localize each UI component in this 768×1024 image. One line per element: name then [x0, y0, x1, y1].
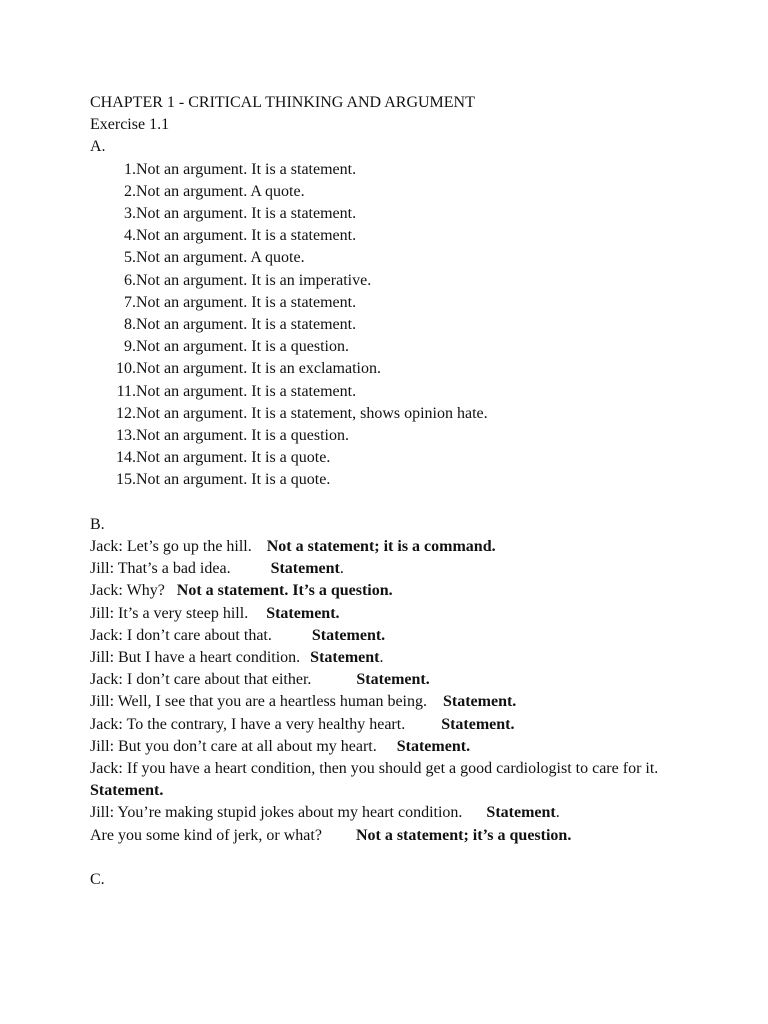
list-item-text: Not an argument. It is an exclamation.: [136, 360, 381, 378]
list-item: [90, 292, 730, 314]
verdict-label: Not a statement; it is a command.: [266, 538, 496, 556]
list-item-number: 4.: [124, 227, 136, 245]
dialogue-text: Jack: To the contrary, I have a very healthy heart.: [90, 715, 406, 733]
list-item: [90, 225, 730, 247]
exercise-heading: Exercise 1.1: [90, 116, 170, 134]
verdict-suffix: .: [555, 804, 560, 822]
list-item-number: 13.: [116, 427, 136, 445]
list-item: [90, 358, 730, 380]
list-item: [90, 314, 730, 336]
dialogue-line: [90, 647, 730, 669]
verdict-label: Statement.: [441, 715, 515, 733]
verdict-label: Not a statement. It’s a question.: [176, 582, 393, 600]
list-item-number: 1.: [124, 160, 136, 178]
document-body: [90, 92, 730, 891]
list-item-number: 11.: [116, 382, 136, 400]
list-item: [90, 203, 730, 225]
dialogue-line: [90, 758, 730, 780]
dialogue-line: [90, 736, 730, 758]
list-item-text: Not an argument. It is an imperative.: [136, 271, 372, 289]
list-item-number: 5.: [124, 249, 136, 267]
dialogue-text: Jack: Let’s go up the hill.: [90, 538, 252, 556]
list-item-number: 7.: [124, 293, 136, 311]
list-item-number: 2.: [124, 182, 136, 200]
list-item: [90, 181, 730, 203]
verdict-label: Statement.: [442, 693, 517, 711]
list-item-text: Not an argument. It is a statement, shows opinion hate.: [136, 404, 488, 422]
list-item-text: Not an argument. It is a statement.: [136, 227, 357, 245]
dialogue-line: [90, 691, 730, 713]
verdict-label: Statement: [486, 804, 556, 822]
dialogue-line: [90, 825, 730, 847]
dialogue-text: Jill: But you don’t care at all about my heart.: [90, 737, 377, 755]
dialogue-text: Jack: If you have a heart condition, then you should get a good cardiologist to care for it.: [90, 760, 659, 778]
list-item-text: Not an argument. It is a quote.: [136, 449, 331, 467]
dialogue-line: [90, 669, 730, 691]
list-item: [90, 425, 730, 447]
blank-line: [90, 847, 730, 869]
list-item-text: Not an argument. It is a statement.: [136, 160, 357, 178]
list-item: [90, 247, 730, 269]
dialogue-text: Jill: Well, I see that you are a heartless human being.: [90, 693, 427, 711]
section-b-label: B.: [90, 515, 105, 533]
dialogue-line: [90, 580, 730, 602]
list-item: [90, 270, 730, 292]
chapter-title: CHAPTER 1 - CRITICAL THINKING AND ARGUMENT: [90, 94, 475, 111]
verdict-label: Statement: [270, 560, 340, 578]
list-item-text: Not an argument. It is a question.: [136, 338, 349, 356]
list-item-number: 9.: [124, 338, 136, 356]
list-item-text: Not an argument. It is a statement.: [136, 316, 357, 334]
list-item-number: 3.: [124, 205, 136, 223]
list-item-text: Not an argument. A quote.: [136, 249, 305, 267]
dialogue-text: Jack: I don’t care about that either.: [90, 671, 312, 689]
dialogue-line: [90, 780, 730, 802]
dialogue-line: [90, 714, 730, 736]
list-item-text: Not an argument. It is a quote.: [136, 471, 331, 489]
verdict-label: Statement.: [311, 626, 386, 644]
list-item-number: 14.: [116, 449, 136, 467]
list-item: [90, 336, 730, 358]
list-item-text: Not an argument. It is a statement.: [136, 382, 357, 400]
blank-line: [90, 492, 730, 514]
verdict-label: Statement.: [266, 604, 340, 622]
dialogue-text: Jack: I don’t care about that.: [90, 626, 272, 644]
list-item-number: 15.: [116, 471, 136, 489]
list-item-number: 8.: [124, 316, 136, 334]
list-item-text: Not an argument. It is a question.: [136, 427, 349, 445]
verdict-suffix: .: [379, 649, 384, 667]
verdict-label: Statement: [310, 649, 380, 667]
dialogue-line: [90, 625, 730, 647]
dialogue-line: [90, 603, 730, 625]
dialogue-line: [90, 536, 730, 558]
dialogue: [90, 536, 730, 847]
dialogue-text: Jill: That’s a bad idea.: [90, 560, 231, 578]
dialogue-text: Jill: It’s a very steep hill.: [90, 604, 249, 622]
dialogue-text: Jack: Why?: [90, 582, 165, 600]
dialogue-line: [90, 558, 730, 580]
verdict-label: Statement.: [90, 782, 164, 800]
list-item: [90, 159, 730, 181]
list-item-number: 10.: [116, 360, 136, 378]
dialogue-text: Jill: But I have a heart condition.: [90, 649, 301, 667]
list-item: [90, 469, 730, 491]
list-item: [90, 447, 730, 469]
list-item-text: Not an argument. It is a statement.: [136, 293, 357, 311]
list-item: [90, 381, 730, 403]
list-item-number: 6.: [124, 271, 136, 289]
list-item-text: Not an argument. It is a statement.: [136, 205, 357, 223]
dialogue-text: Are you some kind of jerk, or what?: [90, 826, 322, 844]
section-c-label: C.: [90, 871, 105, 889]
list-item-text: Not an argument. A quote.: [136, 182, 305, 200]
dialogue-line: [90, 802, 730, 824]
list-item-number: 12.: [116, 404, 136, 422]
verdict-label: Statement.: [396, 737, 471, 755]
section-a-list: [90, 159, 730, 492]
section-a-label: A.: [90, 138, 106, 156]
verdict-suffix: .: [339, 560, 344, 578]
verdict-label: Statement.: [356, 671, 430, 689]
list-item: [90, 403, 730, 425]
dialogue-text: Jill: You’re making stupid jokes about my heart condition.: [90, 804, 463, 822]
verdict-label: Not a statement; it’s a question.: [355, 826, 572, 844]
